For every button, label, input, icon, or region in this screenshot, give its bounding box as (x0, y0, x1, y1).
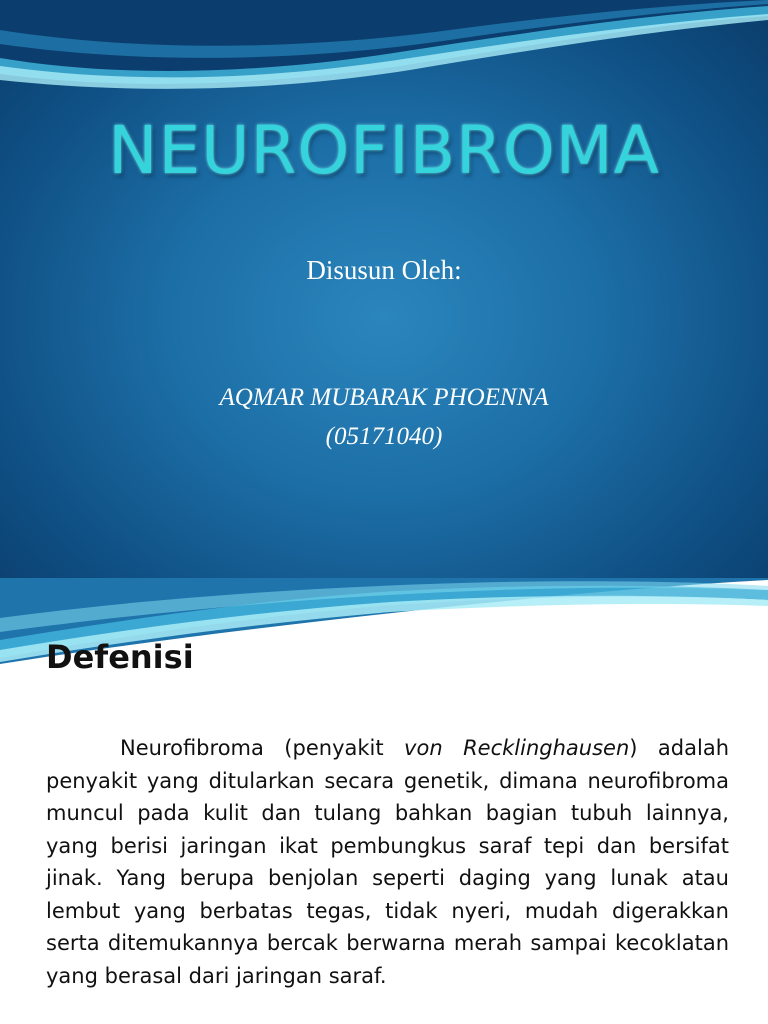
student-id: (05171040) (325, 423, 443, 450)
slide-title: NEUROFIBROMA (108, 112, 660, 189)
content-slide (0, 578, 768, 1024)
author-name: AQMAR MUBARAK PHOENNA (219, 384, 549, 411)
section-heading: Defenisi (46, 638, 194, 676)
top-wave-decoration (0, 0, 768, 110)
definition-paragraph (46, 732, 729, 992)
paragraph-text-rest: ) adalah penyakit yang ditularkan secara genetik, dimana neurofibroma muncul pada kulit dan tulang bahkan bagian tubuh lainnya, yang berisi jaringan ikat pembungkus saraf tepi dan bersifat jinak. Yang berupa benjolan seperti daging yang lunak atau lembut yang berbatas tegas, tidak nyeri, mudah digerakkan serta ditemukannya bercak berwarna merah sampai kecoklatan yang berasal dari jaringan saraf. (46, 736, 730, 988)
italic-term: von Recklinghausen (404, 736, 630, 760)
subtitle: Disusun Oleh: (306, 255, 462, 285)
paragraph-text-start: Neurofibroma (penyakit (120, 736, 405, 760)
